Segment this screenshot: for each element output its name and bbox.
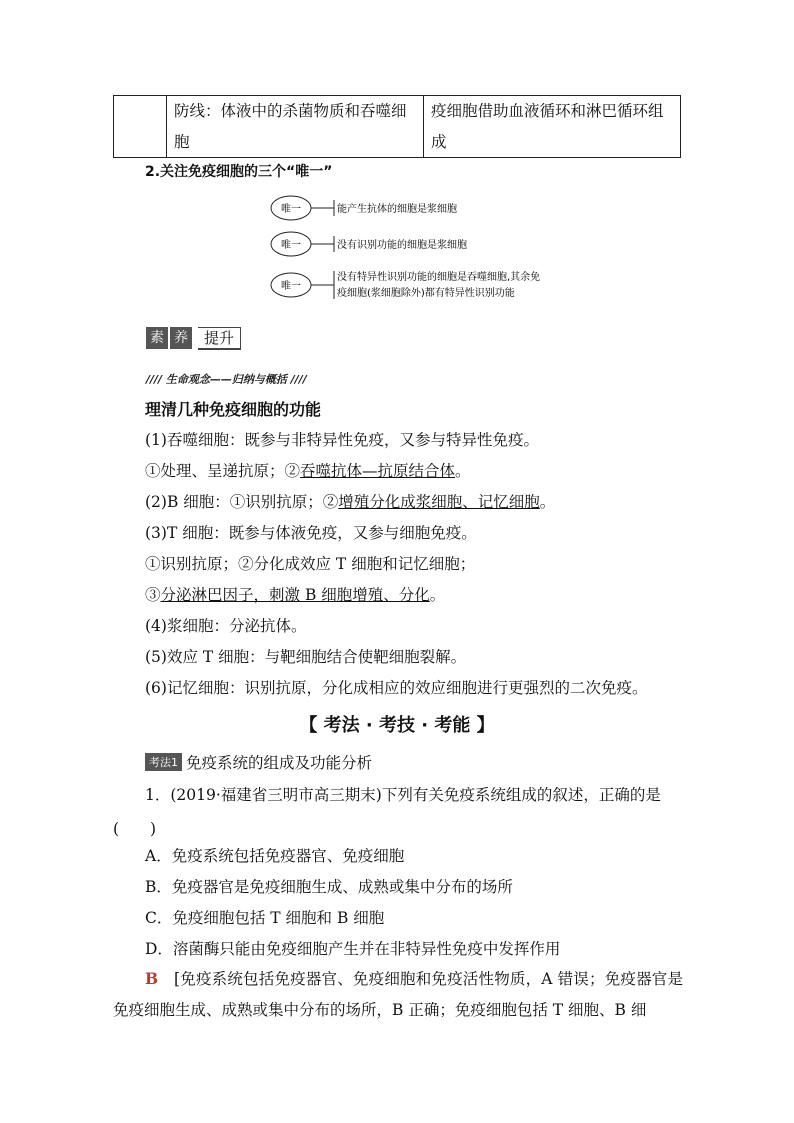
text-span: ③ — [145, 586, 161, 604]
option-c: C．免疫细胞包括 T 细胞和 B 细胞 — [145, 909, 385, 927]
three-unique-diagram — [270, 194, 570, 304]
answer-explanation — [113, 963, 683, 1026]
question-stem: 1．(2019·福建省三明市高三期末)下列有关免疫系统组成的叙述，正确的是 — [145, 786, 661, 804]
badge-text: 提升 — [198, 327, 241, 350]
text-line: (6)记忆细胞：识别抗原，分化成相应的效应细胞进行更强烈的二次免疫。 — [145, 679, 648, 697]
option-b: B．免疫器官是免疫细胞生成、成熟或集中分布的场所 — [145, 878, 513, 896]
text-span: 。 — [455, 462, 471, 480]
immune-defense-table — [113, 95, 681, 158]
table-divider — [423, 96, 424, 157]
text-span: (2)B 细胞：①识别抗原；② — [145, 493, 339, 511]
tagline: //// 生命观念——归纳与概括 //// — [146, 373, 307, 386]
table-divider — [166, 96, 167, 157]
table-cell: 疫细胞借助血液循环和淋巴循环组成 — [431, 102, 664, 151]
underlined-text: 增殖分化成浆细胞、记忆细胞 — [338, 493, 540, 511]
kaofa-text: 免疫系统的组成及功能分析 — [186, 754, 373, 772]
badge-char: 素 — [146, 327, 168, 349]
answer-paren: ( ) — [113, 820, 157, 838]
text-line — [145, 459, 471, 481]
section-title: 2.关注免疫细胞的三个“唯一” — [145, 164, 333, 180]
text-span: 。 — [429, 586, 446, 604]
text-span: 。 — [539, 493, 556, 511]
text-span: ①处理、呈递抗原；② — [145, 462, 301, 480]
kaofa-title — [145, 751, 372, 773]
diagram-item: 没有识别功能的细胞是浆细胞 — [337, 240, 467, 251]
subsection-title: 理清几种免疫细胞的功能 — [145, 400, 322, 419]
diagram-node-1 — [271, 196, 457, 220]
diagram-item: 疫细胞(浆细胞除外)都有特异性识别功能 — [337, 288, 515, 299]
diagram-node-3 — [271, 270, 540, 299]
text-line: (4)浆细胞：分泌抗体。 — [145, 617, 307, 635]
suyang-tisheng-badge — [146, 327, 241, 349]
underlined-text: 分泌淋巴因子，刺激 B 细胞增殖、分化 — [160, 586, 430, 604]
explanation-text: [免疫系统包括免疫器官、免疫细胞和免疫活性物质，A 错误；免疫器官是免疫细胞生成、成熟或集中分布的场所，B 正确；免疫细胞包括 T 细胞、B 细 — [113, 970, 683, 1019]
diagram-item: 能产生抗体的细胞是浆细胞 — [337, 204, 457, 215]
kaofa-badge: 考法1 — [145, 753, 182, 771]
node-label: 唯一 — [281, 281, 301, 292]
badge-char: 养 — [170, 327, 192, 349]
underlined-text: 吞噬抗体—抗原结合体 — [300, 462, 456, 480]
section-heading: 【 考法 · 考技 · 考能 】 — [299, 715, 495, 736]
diagram-node-2 — [271, 232, 467, 256]
option-d: D．溶菌酶只能由免疫细胞产生并在非特异性免疫中发挥作用 — [145, 940, 561, 958]
text-line — [145, 583, 445, 605]
text-line: ①识别抗原；②分化成效应 T 细胞和记忆细胞； — [145, 555, 476, 573]
diagram-item: 没有特异性识别功能的细胞是吞噬细胞,其余免 — [337, 272, 541, 283]
node-label: 唯一 — [281, 204, 301, 215]
text-line: (3)T 细胞：既参与体液免疫，又参与细胞免疫。 — [145, 524, 477, 542]
option-a: A．免疫系统包括免疫器官、免疫细胞 — [145, 847, 405, 865]
answer-letter: B — [145, 969, 159, 988]
table-cell: 防线：体液中的杀菌物质和吞噬细胞 — [174, 102, 407, 151]
text-line: (5)效应 T 细胞：与靶细胞结合使靶细胞裂解。 — [145, 648, 467, 666]
text-line — [145, 490, 555, 512]
text-line: (1)吞噬细胞：既参与非特异性免疫，又参与特异性免疫。 — [145, 431, 539, 449]
node-label: 唯一 — [281, 240, 301, 251]
